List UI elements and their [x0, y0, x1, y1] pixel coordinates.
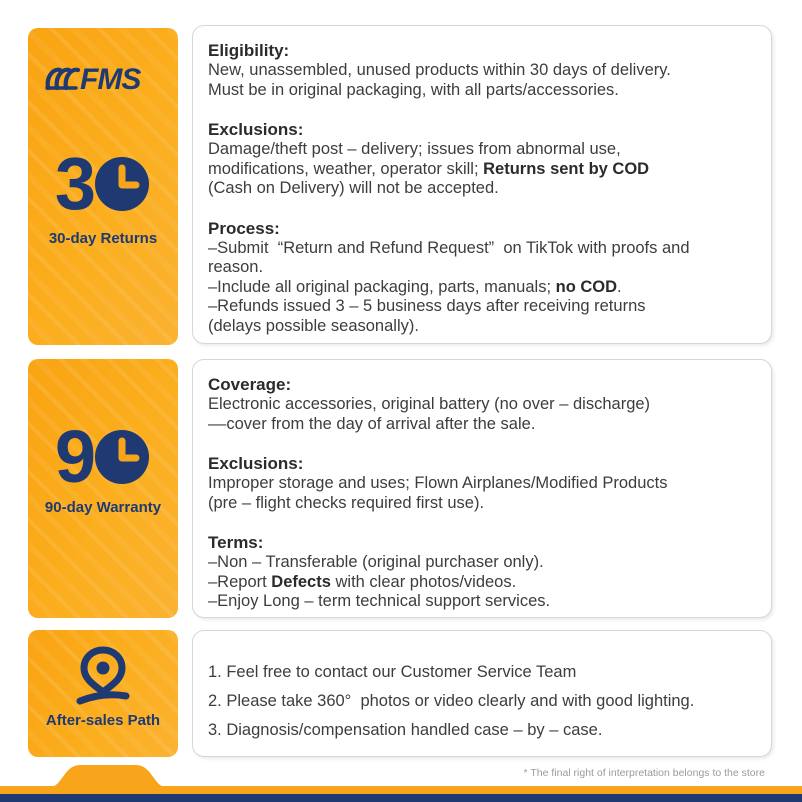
fms-logo	[44, 58, 162, 98]
policy-line: –Submit “Return and Refund Request” on TikTok with proofs and	[208, 238, 690, 257]
policy-line: ––cover from the day of arrival after the sale.	[208, 414, 536, 433]
section-heading: Eligibility:	[208, 41, 290, 60]
thirty-day-badge	[54, 142, 151, 225]
policy-line: Must be in original packaging, with all parts/accessories.	[208, 80, 619, 99]
interpretation-footnote: * The final right of interpretation belongs to the store	[523, 767, 765, 779]
section-heading: Process:	[208, 218, 280, 238]
policy-line: Electronic accessories, original battery (no over – discharge)	[208, 395, 651, 413]
policy-section	[208, 41, 757, 100]
policy-line: –Refunds issued 3 – 5 business days after receiving returns	[208, 297, 646, 315]
policy-section	[208, 658, 757, 745]
policy-line: (Cash on Delivery) will not be accepted.	[208, 179, 499, 197]
fms-wing-icon	[47, 70, 78, 88]
badge-card-after-sales-path	[28, 630, 178, 757]
footer-navy-bar	[0, 794, 802, 802]
policy-line: 1. Feel free to contact our Customer Service Team	[208, 663, 577, 681]
policy-section	[208, 120, 757, 199]
policy-line: –Include all original packaging, parts, manuals; no COD.	[208, 277, 622, 296]
footer-orange-bar	[0, 786, 802, 794]
badge-card-90-day-warranty	[28, 359, 178, 618]
policy-line: 2. Please take 360° photos or video clearly and with good lighting.	[208, 692, 695, 710]
policy-line: –Report Defects with clear photos/videos.	[208, 572, 517, 591]
badge-label: 30-day Returns	[48, 230, 158, 247]
panel-after-sales-steps	[192, 630, 772, 757]
policy-section	[208, 375, 757, 434]
policy-line: –Non – Transferable (original purchaser only).	[208, 553, 544, 571]
section-heading: Exclusions:	[208, 454, 304, 473]
location-pin-icon	[72, 644, 134, 706]
policy-line: (pre – flight checks required first use).	[208, 493, 485, 512]
policy-line: Improper storage and uses; Flown Airplanes/Modified Products	[208, 474, 668, 492]
badge-card-30-day-returns	[28, 28, 178, 345]
policy-section	[208, 454, 757, 513]
policy-line: modifications, weather, operator skill; Returns sent by COD	[208, 159, 650, 178]
panel-30-day-returns-policy	[192, 25, 772, 344]
policy-line: reason.	[208, 258, 264, 276]
section-heading: Coverage:	[208, 375, 292, 394]
policy-section	[208, 219, 757, 337]
panel-90-day-warranty-policy	[192, 359, 772, 618]
clock-icon	[93, 428, 151, 486]
base-tab-shape	[50, 765, 166, 787]
policy-line: –Enjoy Long – term technical support services.	[208, 592, 551, 610]
policy-line: New, unassembled, unused products within 30 days of delivery.	[208, 61, 671, 79]
section-heading: Exclusions:	[208, 120, 304, 139]
policy-line: Damage/theft post – delivery; issues from abnormal use,	[208, 140, 621, 158]
ninety-day-badge	[54, 415, 151, 498]
policy-section	[208, 533, 757, 612]
badge-digit: 3	[54, 142, 90, 225]
section-heading: Terms:	[208, 533, 264, 552]
badge-label: 90-day Warranty	[44, 499, 162, 516]
fms-logo-text: FMS	[80, 63, 141, 96]
policy-line: (delays possible seasonally).	[208, 316, 419, 335]
badge-digit: 9	[54, 415, 90, 498]
badge-label: After-sales Path	[45, 712, 161, 729]
policy-line: 3. Diagnosis/compensation handled case – by – case.	[208, 721, 603, 739]
clock-icon	[93, 155, 151, 213]
